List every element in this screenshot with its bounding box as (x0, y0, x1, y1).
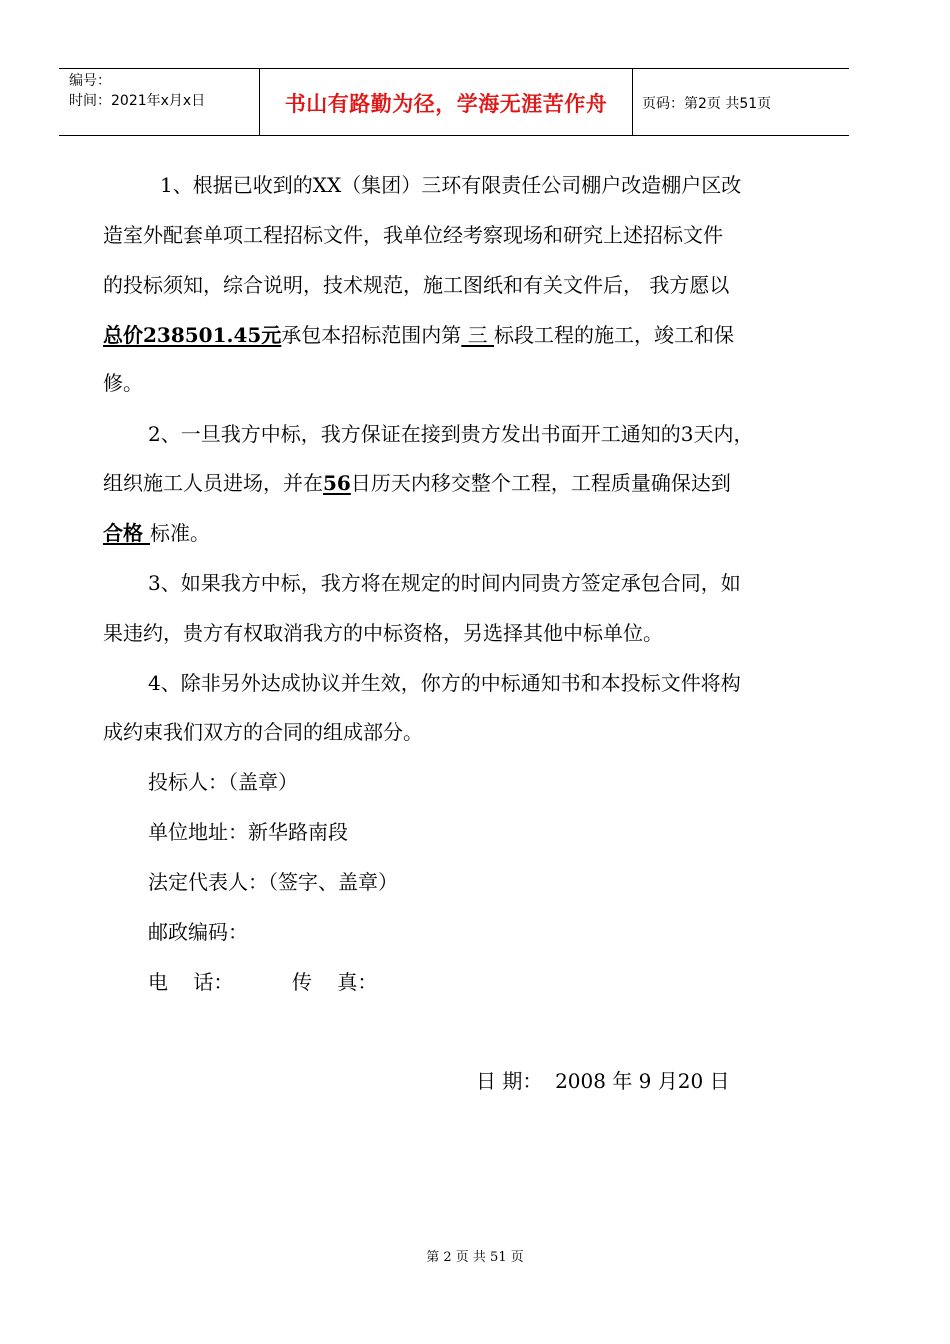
paragraph-2-line-2 (103, 468, 731, 498)
bidder-line: 投标人：（盖章） (148, 770, 298, 794)
paragraph-1-line-4-mid: 承包本招标范围内第 (281, 323, 462, 347)
legal-representative-line: 法定代表人：（签字、盖章） (148, 870, 398, 894)
total-price: 总价238501.45元 (103, 323, 282, 347)
paragraph-1-line-1: 1、根据已收到的XX（集团）三环有限责任公司棚户改造棚户区改 (160, 173, 742, 197)
section-number: 三 (461, 323, 495, 347)
date-line: 日 期： 2008 年 9 月20 日 (476, 1069, 730, 1093)
paragraph-4-line-1: 4、除非另外达成协议并生效，你方的中标通知书和本投标文件将构 (148, 671, 741, 695)
completion-days: 56 (323, 471, 351, 495)
header-page-info: 页码：第2页 共51页 (642, 96, 772, 112)
paragraph-1-line-3: 的投标须知，综合说明，技术规范，施工图纸和有关文件后， 我方愿以 (103, 273, 730, 297)
paragraph-1-line-5: 修。 (103, 371, 143, 395)
paragraph-1-line-4-end: 标段工程的施工，竣工和保 (494, 323, 735, 347)
paragraph-3-line-2: 果违约，贵方有权取消我方的中标资格，另选择其他中标单位。 (103, 621, 663, 645)
paragraph-2-line-1: 2、一旦我方中标，我方保证在接到贵方发出书面开工通知的3天内， (148, 422, 754, 446)
paragraph-3-line-1: 3、如果我方中标，我方将在规定的时间内同贵方签定承包合同，如 (148, 571, 741, 595)
paragraph-2-line-2-b: 日历天内移交整个工程，工程质量确保达到 (350, 471, 731, 495)
page-footer: 第 2 页 共 51 页 (426, 1250, 524, 1265)
header-motto: 书山有路勤为径，学海无涯苦作舟 (260, 69, 633, 135)
paragraph-2-line-2-a: 组织施工人员进场，并在 (103, 471, 323, 495)
paragraph-4-line-2: 成约束我们双方的合同的组成部分。 (103, 720, 423, 744)
paragraph-2-line-3-end: 标准。 (149, 521, 210, 545)
postcode-line: 邮政编码： (148, 920, 248, 944)
serial-label: 编号： (69, 73, 111, 89)
quality-standard: 合格 (103, 521, 150, 545)
fax-line: 传 真： (292, 970, 378, 994)
paragraph-1-line-2: 造室外配套单项工程招标文件，我单位经考察现场和研究上述招标文件 (103, 223, 723, 247)
paragraph-1-line-4 (103, 320, 734, 350)
phone-line: 电 话： (148, 970, 234, 994)
header-meta-cell (59, 69, 260, 135)
time-label: 时间：2021年x月x日 (69, 93, 206, 109)
paragraph-2-line-3 (103, 518, 210, 548)
address-line: 单位地址：新华路南段 (148, 820, 348, 844)
header-table (59, 68, 849, 136)
